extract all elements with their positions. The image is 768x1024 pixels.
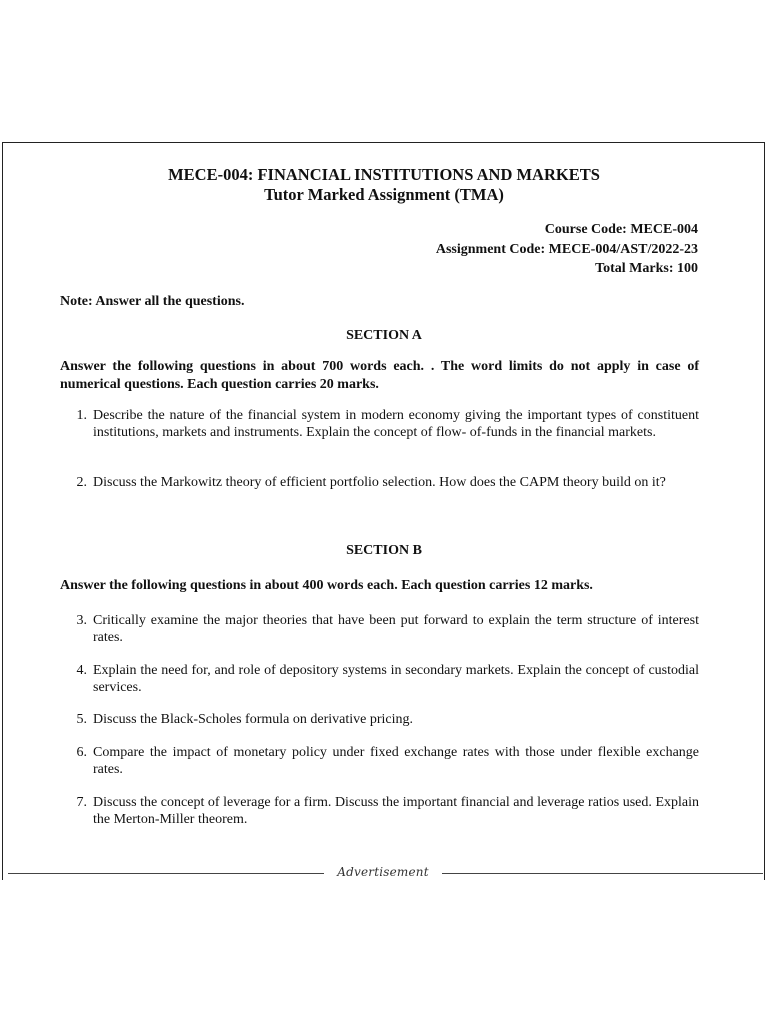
question-number: 7. bbox=[76, 795, 87, 810]
question-text: Discuss the Black-Scholes formula on derivative pricing. bbox=[93, 712, 413, 727]
question-item bbox=[60, 744, 699, 778]
question-text: Discuss the Markowitz theory of efficient portfolio selection. How does the CAPM theory build on it? bbox=[93, 475, 666, 490]
question-item bbox=[60, 474, 699, 491]
question-item bbox=[60, 662, 699, 696]
question-number: 5. bbox=[76, 712, 87, 727]
document-subtitle: Tutor Marked Assignment (TMA) bbox=[264, 185, 504, 204]
question-number: 6. bbox=[76, 745, 87, 760]
section-b-instructions: Answer the following questions in about 400 words each. Each question carries 12 marks. bbox=[60, 578, 593, 593]
note: Note: Answer all the questions. bbox=[60, 294, 245, 309]
section-a-heading: SECTION A bbox=[346, 328, 422, 343]
section-a-instructions: Answer the following questions in about 700 words each. . The word limits do not apply in case of numerical questions. Each question carries 20 marks. bbox=[60, 359, 699, 392]
course-code: Course Code: MECE-004 bbox=[544, 222, 698, 237]
assignment-code: Assignment Code: MECE-004/AST/2022-23 bbox=[435, 241, 698, 257]
total-marks: Total Marks: 100 bbox=[595, 261, 698, 276]
question-number: 4. bbox=[76, 663, 87, 678]
question-text: Describe the nature of the financial system in modern economy giving the important types of constituent institutions, markets and instruments. Explain the concept of flow- of-funds in the financial markets. bbox=[93, 408, 699, 440]
advertisement-label: Advertisement bbox=[337, 865, 429, 879]
question-text: Critically examine the major theories that have been put forward to explain the term structure of interest rates. bbox=[93, 613, 699, 645]
question-number: 3. bbox=[76, 613, 87, 628]
question-item bbox=[60, 407, 699, 441]
question-text: Discuss the concept of leverage for a firm. Discuss the important financial and leverage ratios used. Explain the Merton-Miller theorem. bbox=[93, 795, 699, 827]
question-text: Explain the need for, and role of depository systems in secondary markets. Explain the concept of custodial services. bbox=[93, 663, 699, 695]
question-number: 1. bbox=[76, 408, 87, 423]
advertisement-divider-right bbox=[442, 873, 763, 874]
question-number: 2. bbox=[76, 475, 87, 490]
question-item bbox=[60, 612, 699, 646]
advertisement-divider-left bbox=[8, 873, 324, 874]
question-item bbox=[60, 711, 699, 728]
question-item bbox=[60, 794, 699, 828]
question-text: Compare the impact of monetary policy under fixed exchange rates with those under flexible exchange rates. bbox=[93, 745, 699, 777]
document-title: MECE-004: FINANCIAL INSTITUTIONS AND MARKETS bbox=[168, 165, 600, 184]
section-b-heading: SECTION B bbox=[346, 543, 422, 558]
assignment-codes bbox=[436, 220, 698, 279]
